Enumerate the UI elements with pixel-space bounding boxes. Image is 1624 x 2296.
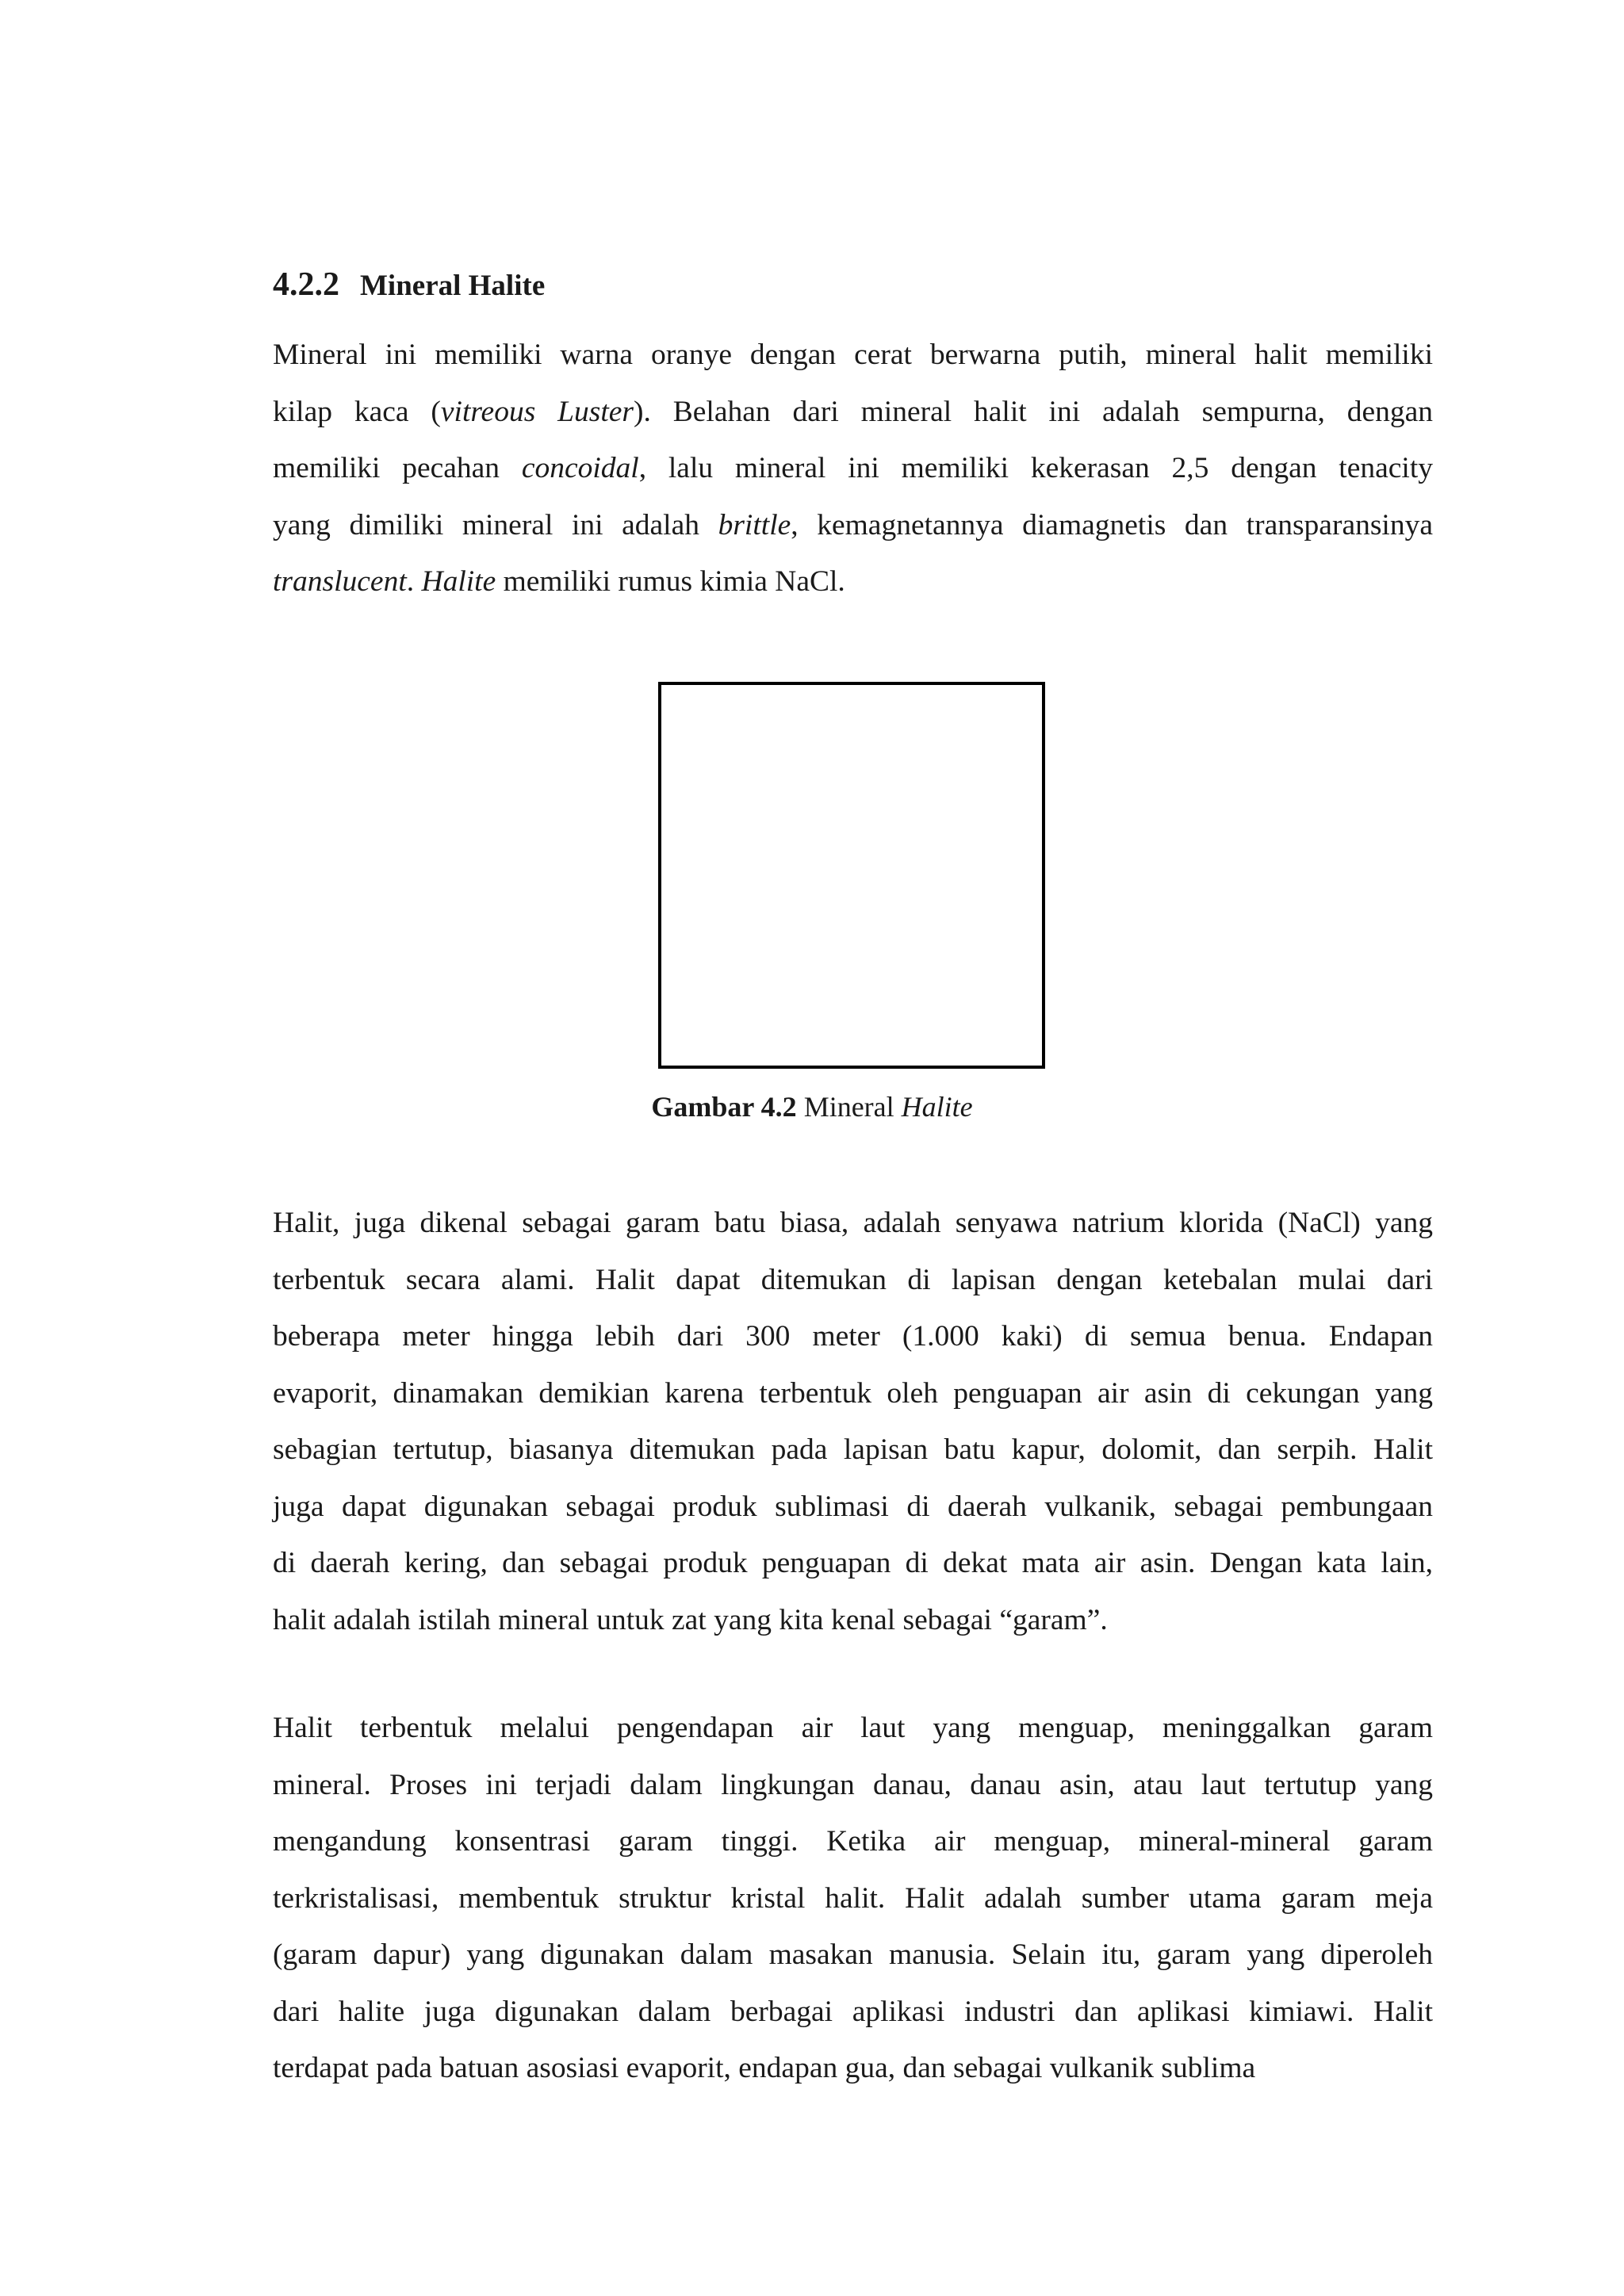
text-run: (garam dapur) yang digunakan dalam masakan manusia. Selain itu, garam yang diperoleh — [273, 1938, 1433, 1971]
text-run: kilap kaca ( — [273, 395, 441, 428]
text-run: , kemagnetannya diamagnetis dan transparansinya — [791, 508, 1433, 541]
text-run: beberapa meter hingga lebih dari 300 meter (1.000 kaki) di semua benua. Endapan — [273, 1320, 1433, 1353]
text-line — [273, 553, 1433, 610]
text-line — [273, 2040, 1433, 2097]
text-run: memiliki rumus kimia NaCl. — [496, 565, 845, 598]
text-run: halit adalah istilah mineral untuk zat yang kita kenal sebagai “garam”. — [273, 1603, 1108, 1636]
text-run: memiliki pecahan — [273, 452, 522, 484]
paragraph-formation — [273, 1700, 1433, 2097]
text-line — [273, 1700, 1433, 1757]
text-run: dari halite juga digunakan dalam berbagai aplikasi industri dan aplikasi kimiawi. Halit — [273, 1995, 1433, 2028]
figure-caption-text: Mineral — [796, 1091, 902, 1123]
section-title: Mineral Halite — [360, 270, 546, 302]
section-heading — [273, 268, 545, 301]
text-line — [273, 1984, 1433, 2041]
text-line — [273, 1479, 1433, 1536]
text-run: evaporit, dinamakan demikian karena terbentuk oleh penguapan air asin di cekungan yang — [273, 1376, 1433, 1410]
text-run: Halit, juga dikenal sebagai garam batu biasa, adalah senyawa natrium klorida (NaCl) yang — [273, 1207, 1433, 1239]
text-line — [273, 1870, 1433, 1927]
text-line — [273, 1365, 1433, 1422]
text-run: mengandung konsentrasi garam tinggi. Ketika air menguap, mineral-mineral garam — [273, 1825, 1433, 1858]
text-run: Halit terbentuk melalui pengendapan air laut yang menguap, meninggalkan garam — [273, 1712, 1433, 1744]
text-run: di daerah kering, dan sebagai produk penguapan di dekat mata air asin. Dengan kata lain, — [273, 1547, 1433, 1579]
italic-term: concoidal — [521, 452, 639, 484]
text-run: mineral. Proses ini terjadi dalam lingkungan danau, danau asin, atau laut tertutup yang — [273, 1768, 1433, 1801]
italic-term: brittle — [718, 508, 791, 541]
text-line — [273, 1757, 1433, 1814]
text-run: Mineral ini memiliki warna oranye dengan cerat berwarna putih, mineral halit memiliki — [273, 339, 1433, 371]
text-line — [273, 384, 1433, 441]
figure-caption-italic: Halite — [901, 1091, 973, 1123]
paragraph-description — [273, 327, 1433, 610]
text-run: ). Belahan dari mineral halit ini adalah sempurna, dengan — [634, 395, 1433, 428]
text-run: yang dimiliki mineral ini adalah — [273, 508, 718, 541]
paragraph-occurrence — [273, 1195, 1433, 1648]
text-run: terdapat pada batuan asosiasi evaporit, endapan gua, dan sebagai vulkanik sublima — [273, 2052, 1256, 2084]
figure-caption — [0, 1093, 1624, 1121]
text-line — [273, 1308, 1433, 1365]
italic-term: translucent — [273, 565, 407, 598]
text-run: terkristalisasi, membentuk struktur kristal halit. Halit adalah sumber utama garam meja — [273, 1881, 1433, 1915]
figure-image-placeholder — [658, 682, 1045, 1069]
text-line — [273, 440, 1433, 497]
text-run: sebagian tertutup, biasanya ditemukan pada lapisan batu kapur, dolomit, dan serpih. Halit — [273, 1433, 1433, 1466]
text-line — [273, 1422, 1433, 1479]
text-run: juga dapat digunakan sebagai produk sublimasi di daerah vulkanik, sebagai pembungaan — [273, 1490, 1433, 1523]
italic-term: Halite — [421, 565, 496, 598]
text-line — [273, 1195, 1433, 1252]
italic-term: vitreous Luster — [440, 395, 634, 428]
text-line — [273, 327, 1433, 384]
text-run: , lalu mineral ini memiliki kekerasan 2,5 dengan tenacity — [638, 452, 1433, 484]
text-line — [273, 1813, 1433, 1870]
text-line — [273, 1592, 1433, 1649]
text-line — [273, 1535, 1433, 1592]
text-run: terbentuk secara alami. Halit dapat ditemukan di lapisan dengan ketebalan mulai dari — [273, 1263, 1433, 1296]
text-line — [273, 1927, 1433, 1984]
text-run: . — [406, 565, 422, 598]
text-line — [273, 1252, 1433, 1309]
section-number: 4.2.2 — [273, 266, 339, 303]
text-line — [273, 497, 1433, 554]
figure-label: Gambar 4.2 — [651, 1091, 797, 1123]
